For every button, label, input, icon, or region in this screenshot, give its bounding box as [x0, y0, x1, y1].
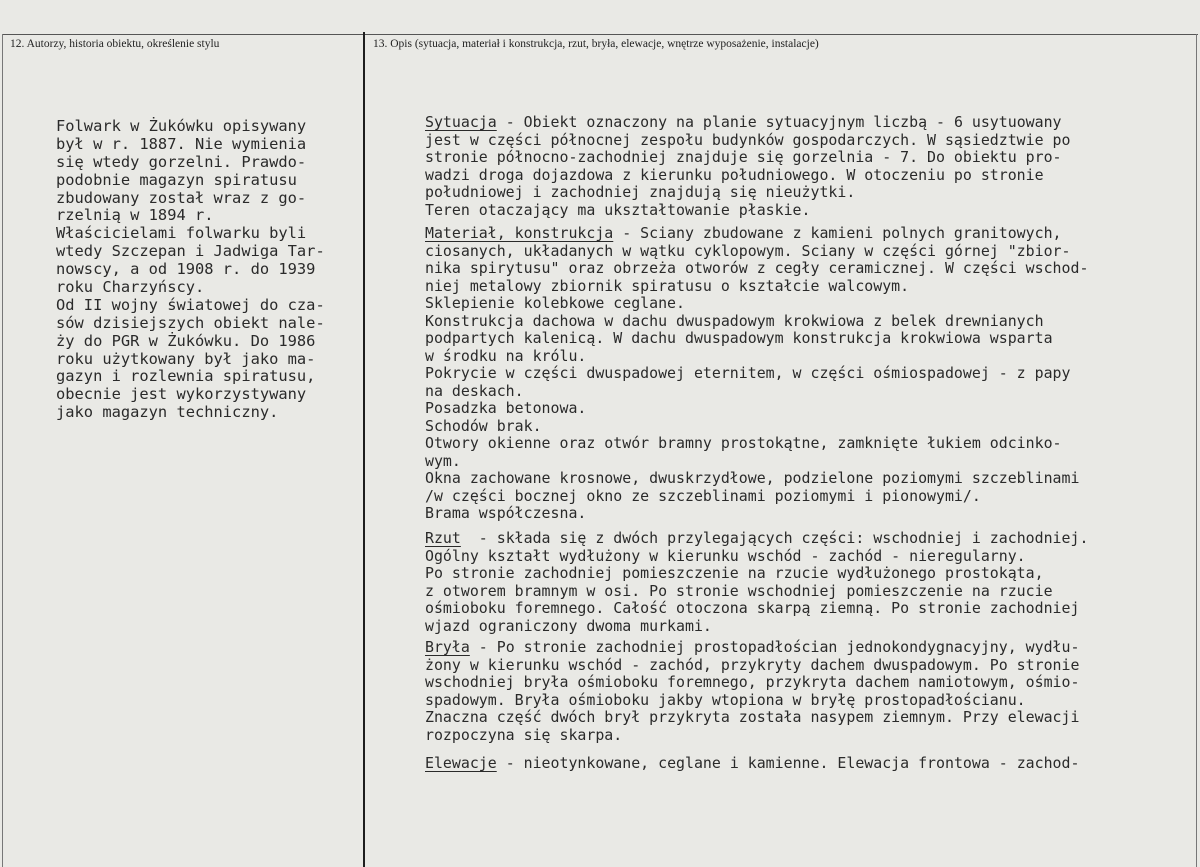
section-text: Pokrycie w części dwuspadowej eternitem, w części ośmiospadowej - z papy — [425, 364, 1071, 382]
section-text: spadowym. Bryła ośmioboku jakby wtopiona w bryłę prostopadłościanu. — [425, 690, 1026, 709]
history-line: roku Charzyńscy. — [56, 278, 205, 297]
section-situation — [425, 114, 1070, 219]
left-column-header: 12. Autorzy, historia obiektu, określenie stylu — [10, 38, 220, 50]
section-text: nika spirytusu" oraz obrzeża otworów z cegły ceramicznej. W części wschod- — [425, 259, 1089, 277]
section-text: Teren otaczający ma ukształtowanie płaskie. — [425, 200, 811, 219]
section-text: jest w części północnej zespołu budynków gospodarczych. W sąsiedztwie po — [425, 130, 1071, 149]
history-line: jako magazyn techniczny. — [56, 403, 279, 422]
section-text: wschodniej bryła ośmioboku foremnego, przykryta dachem namiotowym, ośmio- — [425, 673, 1080, 691]
history-line: Od II wojny światowej do cza- — [56, 295, 325, 314]
section-heading: Rzut — [425, 529, 461, 547]
section-text: - Po stronie zachodniej prostopadłościan jednokondygnacyjny, wydłu- — [469, 638, 1080, 656]
history-line: zbudowany został wraz z go- — [56, 188, 307, 207]
section-text: wadzi droga dojazdowa z kierunku południowego. W otoczeniu po stronie — [425, 165, 1044, 184]
section-text: na deskach. — [425, 381, 524, 400]
section-text: /w części bocznej okno ze szczeblinami poziomymi i pionowymi/. — [425, 486, 981, 505]
history-text — [56, 118, 325, 422]
section-text: Otwory okienne oraz otwór bramny prostokątne, zamknięte łukiem odcinko- — [425, 434, 1062, 452]
section-heading: Elewacje — [425, 754, 497, 772]
header-rule — [2, 34, 1198, 35]
history-line: Właścicielami folwarku byli — [56, 224, 307, 243]
history-line: rzelnią w 1894 r. — [56, 206, 214, 225]
section-heading: Sytuacja — [425, 113, 497, 131]
section-text: z otworem bramnym w osi. Po stronie wschodniej pomieszczenie na rzucie — [425, 581, 1053, 600]
history-line: wtedy Szczepan i Jadwiga Tar- — [56, 242, 325, 261]
section-text: ośmioboku foremnego. Całość otoczona skarpą ziemną. Po stronie zachodniej — [425, 599, 1080, 617]
section-text: wjazd ograniczony dwoma murkami. — [425, 616, 712, 635]
section-material — [425, 225, 1088, 523]
section-text: niej metalowy zbiornik spiratusu o kształcie walcowym. — [425, 276, 910, 295]
history-line: roku użytkowany był jako ma- — [56, 349, 316, 368]
history-line: podobnie magazyn spiratusu — [56, 170, 297, 189]
section-text: - Sciany zbudowane z kamieni polnych granitowych, — [613, 224, 1062, 242]
section-text: w środku na królu. — [425, 346, 587, 365]
history-line: nowscy, a od 1908 r. do 1939 — [56, 260, 316, 279]
section-text: południowej i zachodniej znajdują się nieużytki. — [425, 183, 856, 201]
section-text: Brama współczesna. — [425, 504, 587, 522]
section-text: żony w kierunku wschód - zachód, przykryty dachem dwuspadowym. Po stronie — [425, 655, 1080, 674]
section-text: Ogólny kształt wydłużony w kierunku wschód - zachód - nieregularny. — [425, 546, 1026, 565]
section-text: wym. — [425, 451, 461, 470]
section-text: - składa się z dwóch przylegających części: wschodniej i zachodniej. — [460, 529, 1089, 547]
section-text: - Obiekt oznaczony na planie sytuacyjnym liczbą - 6 usytuowany — [496, 113, 1062, 131]
column-divider — [363, 32, 365, 867]
history-line: gazyn i rozlewnia spiratusu, — [56, 367, 316, 386]
section-heading: Bryła — [425, 638, 470, 656]
history-line: był w r. 1887. Nie wymienia — [56, 134, 307, 153]
section-text: Schodów brak. — [425, 416, 542, 435]
right-column-header: 13. Opis (sytuacja, materiał i konstrukcja, rzut, bryła, elewacje, wnętrze wyposażenie, instalacje) — [373, 38, 819, 50]
history-line: ży do PGR w Żukówku. Do 1986 — [56, 331, 316, 350]
section-massing — [425, 639, 1079, 744]
section-heading: Materiał, konstrukcja — [425, 224, 614, 242]
history-line: Folwark w Żukówku opisywany — [56, 117, 307, 135]
section-text: Sklepienie kolebkowe ceglane. — [425, 294, 685, 312]
section-text: Posadzka betonowa. — [425, 399, 587, 417]
section-text: ciosanych, układanych w wątku cyklopowym. Sciany w części górnej "zbior- — [425, 241, 1071, 260]
history-line: się wtedy gorzelni. Prawdo- — [56, 152, 307, 171]
section-text: rozpoczyna się skarpa. — [425, 725, 623, 744]
section-text: Znaczna część dwóch brył przykryta została nasypem ziemnym. Przy elewacji — [425, 708, 1080, 726]
history-line: sów dzisiejszych obiekt nale- — [56, 313, 325, 332]
section-plan — [425, 530, 1088, 635]
section-text: Po stronie zachodniej pomieszczenie na rzucie wydłużonego prostokąta, — [425, 564, 1044, 582]
left-border — [2, 34, 3, 867]
section-elevations — [425, 755, 1079, 773]
history-line: obecnie jest wykorzystywany — [56, 385, 307, 404]
section-text: Konstrukcja dachowa w dachu dwuspadowym krokwiowa z belek drewnianych — [425, 311, 1044, 330]
section-text: podpartych kalenicą. W dachu dwuspadowym konstrukcja krokwiowa wsparta — [425, 329, 1053, 347]
section-text: Okna zachowane krosnowe, dwuskrzydłowe, podzielone poziomymi szczeblinami — [425, 469, 1080, 487]
section-text: - nieotynkowane, ceglane i kamienne. Elewacja frontowa - zachod- — [496, 754, 1080, 772]
section-text: stronie północno-zachodniej znajduje się gorzelnia - 7. Do obiektu pro- — [425, 148, 1062, 166]
right-border — [1196, 34, 1197, 867]
